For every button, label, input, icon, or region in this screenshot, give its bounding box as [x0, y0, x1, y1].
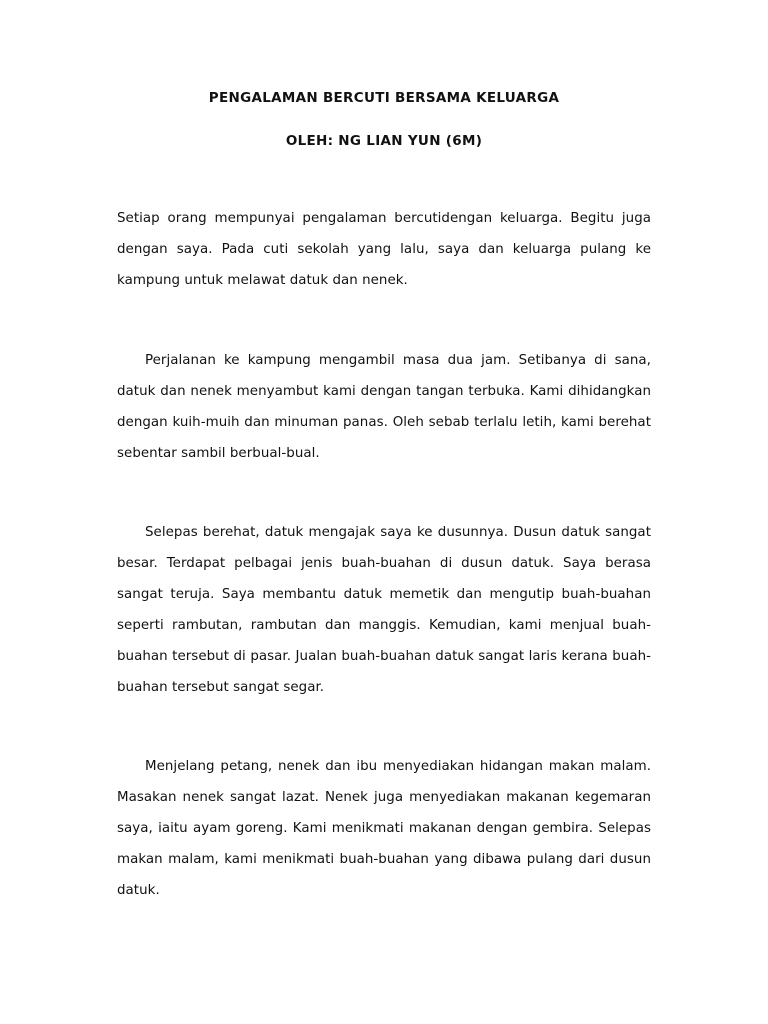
document-title: PENGALAMAN BERCUTI BERSAMA KELUARGA — [208, 90, 560, 106]
paragraph-4: Menjelang petang, nenek dan ibu menyediakan hidangan makan malam. Masakan nenek sangat lazat. Nenek juga menyediakan makanan kegemaran saya, iaitu ayam goreng. Kami menikmati makanan dengan gembira. Selepas makan malam, kami menikmati buah-buahan yang dibawa pulang dari dusun datuk. — [117, 759, 651, 898]
paragraph-2: Perjalanan ke kampung mengambil masa dua jam. Setibanya di sana, datuk dan nenek menyambut kami dengan tangan terbuka. Kami dihidangkan dengan kuih-muih dan minuman panas. Oleh sebab terlalu letih, kami berehat sebentar sambil berbual-bual. — [117, 353, 651, 461]
paragraph-1: Setiap orang mempunyai pengalaman bercutidengan keluarga. Begitu juga dengan saya. Pada cuti sekolah yang lalu, saya dan keluarga pulang ke kampung untuk melawat datuk dan nenek. — [117, 211, 651, 288]
paragraph-3: Selepas berehat, datuk mengajak saya ke dusunnya. Dusun datuk sangat besar. Terdapat pelbagai jenis buah-buahan di dusun datuk. Saya berasa sangat teruja. Saya membantu datuk memetik dan mengutip buah-buahan seperti rambutan, rambutan dan manggis. Kemudian, kami menjual buah-buahan tersebut di pasar. Jualan buah-buahan datuk sangat laris kerana buah-buahan tersebut sangat segar. — [117, 525, 651, 695]
author-line: OLEH: NG LIAN YUN (6M) — [285, 133, 483, 149]
